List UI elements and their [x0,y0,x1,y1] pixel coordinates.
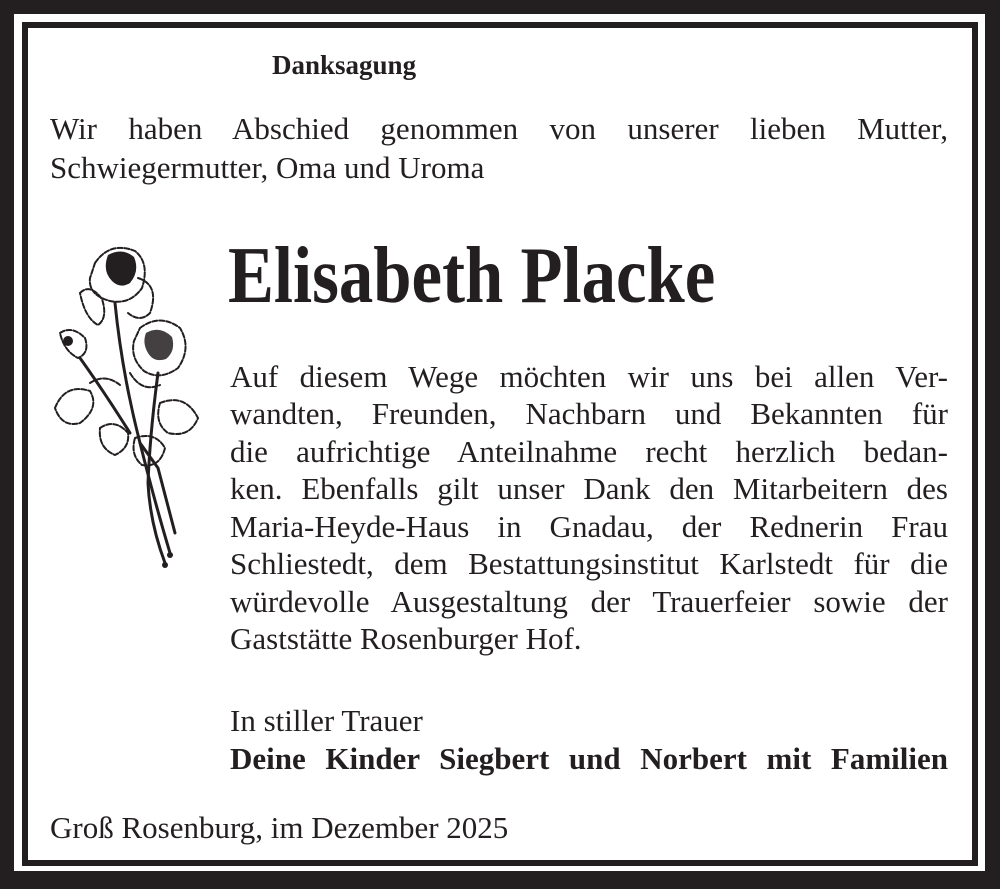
intro-line-1: Wir haben Abschied genommen von unserer lieben Mutter, [50,113,948,146]
body-line-4: ken. Ebenfalls gilt unser Dank den Mitarbeitern des [230,473,948,506]
place-date: Groß Rosenburg, im Dezember 2025 [50,810,509,845]
body-line-7: würdevolle Ausgestaltung der Trauerfeier sowie der [230,586,948,619]
obituary-notice [28,28,972,860]
closing-text: In stiller Trauer [230,703,423,738]
body-line-2: wandten, Freunden, Nachbarn und Bekannten für [230,398,948,431]
body-line-3: die aufrichtige Anteilnahme recht herzlich bedan- [230,436,948,469]
notice-heading: Danksagung [272,50,417,80]
deceased-name: Elisabeth Placke [228,232,716,320]
body-line-8: Gaststätte Rosenburger Hof. [230,621,582,656]
body-line-6: Schliestedt, dem Bestattungsinstitut Karlstedt für die [230,548,948,581]
intro-line-2: Schwiegermutter, Oma und Uroma [50,150,485,185]
signature: Deine Kinder Siegbert und Norbert mit Familien [230,743,948,776]
body-line-5: Maria-Heyde-Haus in Gnadau, der Rednerin Frau [230,511,948,544]
body-line-1: Auf diesem Wege möchten wir uns bei allen Ver- [230,361,948,394]
rose-bouquet-icon [50,233,200,573]
